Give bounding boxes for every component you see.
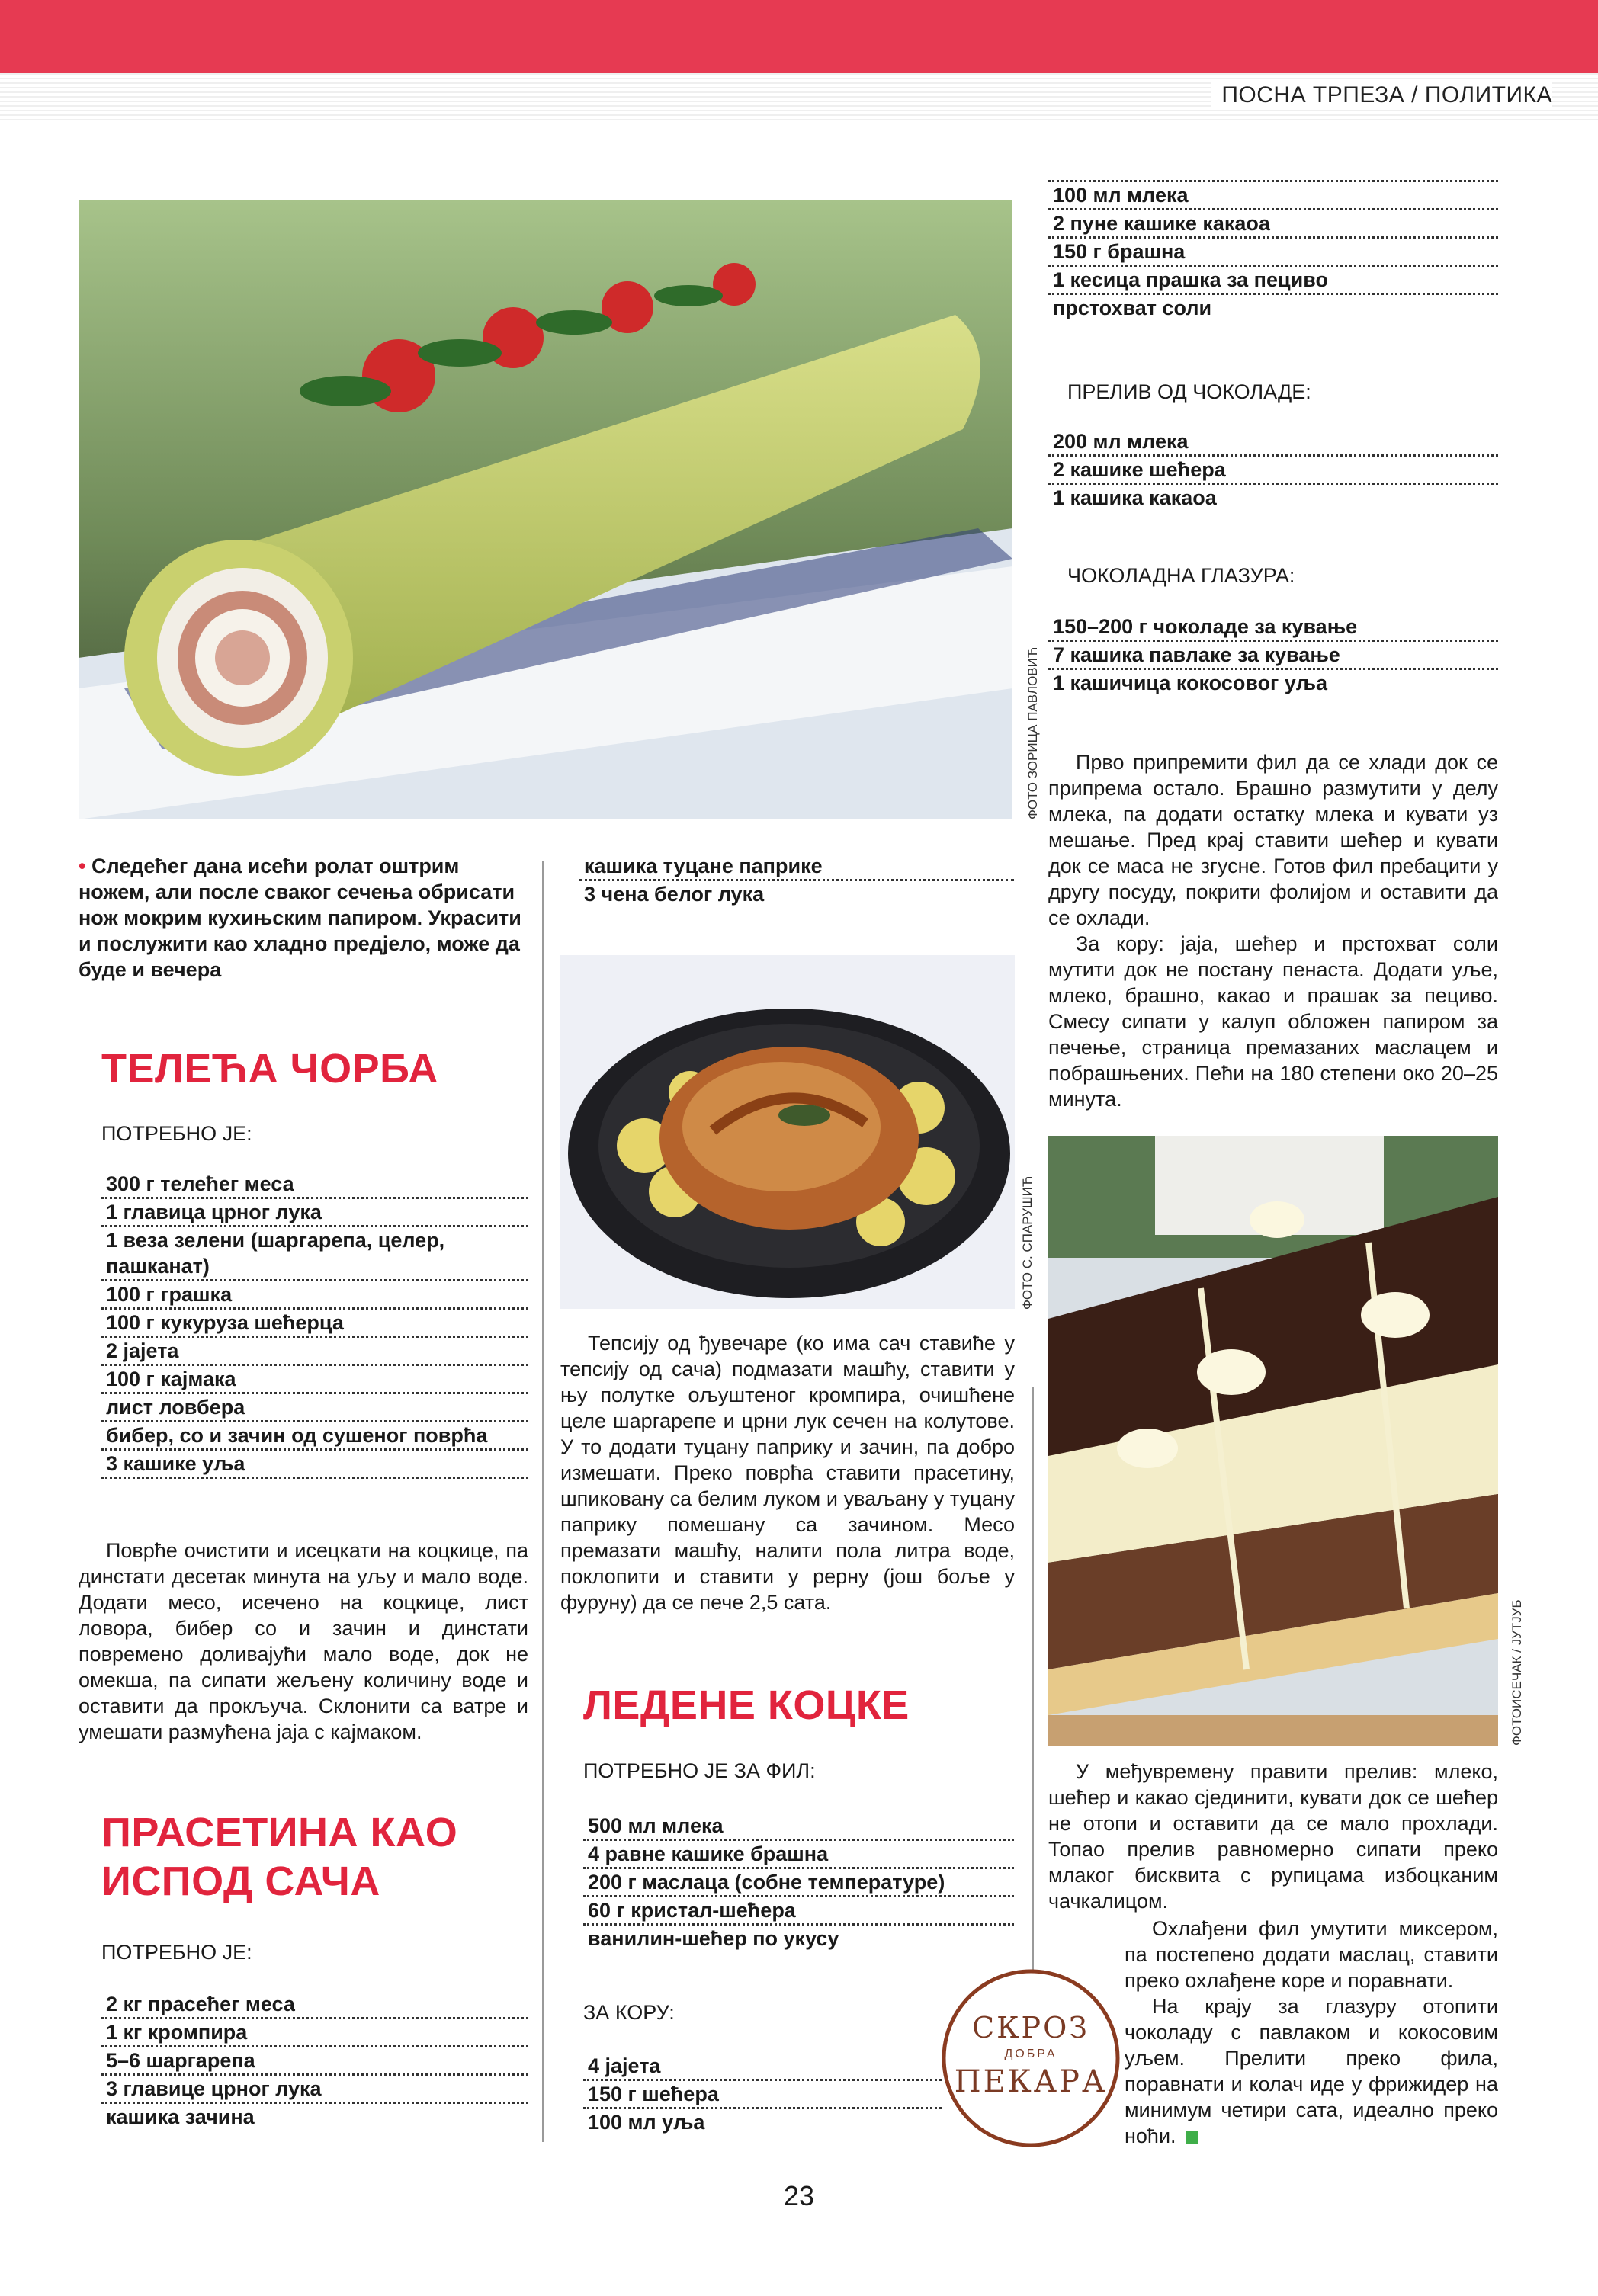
ingredient-item: кашика зачина xyxy=(106,2105,255,2128)
ingredient-item: 7 кашика павлаке за кување xyxy=(1048,642,1498,670)
photo-ice-cubes-cake xyxy=(1048,1136,1498,1746)
ingredient-item: 2 јајета xyxy=(101,1338,528,1366)
ingredient-item: 1 кесица прашка за пециво xyxy=(1048,267,1498,295)
pork-title-line2: ИСПОД САЧА xyxy=(101,1858,380,1904)
ingredient-item: 1 главица црног лука xyxy=(101,1199,528,1227)
column-rule-1 xyxy=(542,861,544,2142)
cubes-method-p2: За кору: јаја, шећер и прстохват соли мутити док не постану пенаста. Додати уље, млеко, брашно, какао и прашак за пециво. Смесу сипати у калуп обложен папиром за печење, страница премазаних маслацем и побрашњених. Пећи на 180 степени око 20–25 минута. xyxy=(1048,932,1498,1111)
cubes-method-top xyxy=(1048,749,1498,1112)
bullet-icon: • xyxy=(79,855,86,877)
cubes-method-bottom xyxy=(1048,1759,1498,1914)
ingredient-item: 3 главице црног лука xyxy=(101,2076,528,2104)
ingredient-item: 100 г кукуруза шећерца xyxy=(101,1310,528,1338)
ingredient-item: 200 мл млека xyxy=(1048,428,1498,457)
ingredient-item: 100 г кајмака xyxy=(101,1366,528,1394)
page-number: 23 xyxy=(783,2180,815,2211)
photo-zucchini-roll xyxy=(79,200,1012,819)
logo-line2: ДОБРА xyxy=(1004,2047,1057,2060)
ingredient-item: 200 г маслаца (собне температуре) xyxy=(583,1869,1014,1897)
pork-method-text: Тепсију од ђувечаре (ко има сач ставиће у тепсију од сача) подмазати машћу, ставити у њу полутке ољуштеног кромпира, очишћене целе шаргарепе и црни лук сечен на колутове. У то додати туцану паприку и зачин, па добро измешати. Преко поврћа ставити прасетину, шпиковану са белим луком и уваљану у туцану паприку помешану са зачином. Месо премазати машћу, налити пола литра воде, поклопити и ставити у рерну (још боље у фуруну) да се пече 2,5 сата. xyxy=(560,1332,1015,1614)
divider xyxy=(1048,180,1498,182)
veal-soup-title: ТЕЛЕЋА ЧОРБА xyxy=(101,1046,438,1092)
cubes-method-p4: Охлађени фил умутити миксером, па постепено додати маслац, ставити преко охлађене коре и поравнати. xyxy=(1125,1917,1498,1992)
photo-credit-roll: ФОТО ЗОРИЦА ПАВЛОВИЋ xyxy=(1025,646,1040,819)
ingredient-item: 2 кашике шећера xyxy=(1048,457,1498,485)
ice-cubes-title: ЛЕДЕНЕ КОЦКЕ xyxy=(583,1682,910,1728)
ingredient-item: лист ловбера xyxy=(101,1394,528,1422)
icing-ingredients xyxy=(1048,614,1498,696)
bakery-logo xyxy=(939,1967,1122,2150)
ingredient-item: бибер, со и зачин од сушеног поврћа xyxy=(101,1422,528,1451)
ingredient-item: ванилин-шећер по укусу xyxy=(588,1927,839,1950)
logo-line1: СКРОЗ xyxy=(972,2011,1089,2044)
ingredient-item: 4 јајета xyxy=(583,2053,942,2081)
veal-method-text: Поврће очистити и исецкати на коцкице, па динстати десетак минута на уљу и мало воде. Додати месо, исечено на коцкице, лист ловора, бибер со и зачин и динстати повремено доливајући мало воде, док не омекша, па сипати жељену количину воде и оставити да прокључа. Склонити са ватре и умешати размућена јаја с кајмаком. xyxy=(79,1539,528,1743)
ingredient-item: 100 мл млека xyxy=(1048,182,1498,210)
ingredient-item: 150 г шећера xyxy=(583,2081,942,2109)
ingredient-item: 3 чена белог лука xyxy=(584,883,765,906)
pork-ingredients xyxy=(101,1991,528,2130)
ingredient-item: кашика туцане паприке xyxy=(579,853,1014,881)
ingredient-item: 300 г телећег меса xyxy=(101,1171,528,1199)
running-header: ПОСНА ТРПЕЗА / ПОЛИТИКА xyxy=(1211,82,1552,108)
ingredient-item: 1 кашика какаоа xyxy=(1053,486,1217,509)
ingredient-item: 4 равне кашике брашна xyxy=(583,1841,1014,1869)
top-color-band xyxy=(0,0,1598,73)
ingredient-item: 60 г кристал-шећера xyxy=(583,1897,1014,1926)
cubes-method-p5: На крају за глазуру отопити чоколаду с павлаком и кокосовим уљем. Прелити преко фила, поравнати и колач иде у фрижидер на минимум четири сата, идеално преко ноћи. xyxy=(1125,1995,1498,2147)
cubes-method-p3: У међувремену правити прелив: млеко, шећер и какао сјединити, кувати док се шећер не отопи и оставити да се мало прохлади. Топао прелив равномерно сипати преко млаког бисквита с рупицама избоцканим чачкалицом. xyxy=(1048,1760,1498,1913)
ingredient-item: 1 кг кромпира xyxy=(101,2019,528,2047)
photo-roast-pork xyxy=(560,955,1015,1309)
fil-label: ПОТРЕБНО ЈЕ ЗА ФИЛ: xyxy=(583,1759,816,1782)
crust-ingredients-cont xyxy=(1048,182,1498,321)
veal-method xyxy=(79,1538,528,1745)
ingredient-item: 150–200 г чоколаде за кување xyxy=(1048,614,1498,642)
cubes-method-p5-wrap xyxy=(1125,1993,1498,2149)
roll-caption xyxy=(79,853,528,983)
pork-title-line1: ПРАСЕТИНА КАО xyxy=(101,1810,458,1855)
cubes-method-p1: Прво припремити фил да се хлади док се припрема остало. Брашно размутити у делу млека, па додати остатку млека и кувати уз мешање. Пред крај ставити шећер и кувати док се маса не згусне. Готов фил пребацити у другу посуду, покрити фолијом и оставити да се охлади. xyxy=(1048,751,1498,929)
glaze-label: ПРЕЛИВ ОД ЧОКОЛАДЕ: xyxy=(1067,380,1311,403)
ingredient-item: 1 кашичица кокосовог уља xyxy=(1053,672,1327,694)
ingredient-item: 1 веза зелени (шаргарепа, целер, пашканат) xyxy=(101,1227,528,1281)
cubes-method-final xyxy=(1125,1916,1498,2149)
ingredient-item: прстохват соли xyxy=(1053,297,1212,319)
ingredient-item: 100 г грашка xyxy=(101,1281,528,1310)
pork-needed-label: ПОТРЕБНО ЈЕ: xyxy=(101,1941,252,1964)
roll-caption-text: Следећег дана исећи ролат оштрим ножем, али после сваког сечења обрисати нож мокрим кухињским папиром. Украсити и послужити као хладно предјело, може да буде и вечера xyxy=(79,855,521,981)
ingredient-item: 5–6 шаргарепа xyxy=(101,2047,528,2076)
fil-ingredients xyxy=(583,1813,1014,1951)
end-mark-icon xyxy=(1186,2131,1198,2144)
logo-line3: ПЕКАРА xyxy=(954,2064,1108,2099)
pork-method xyxy=(560,1330,1015,1615)
ingredient-item: 500 мл млека xyxy=(583,1813,1014,1841)
pork-title xyxy=(101,1808,457,1906)
ingredient-item: 100 мл уља xyxy=(588,2111,705,2134)
crust-ingredients xyxy=(583,2053,942,2135)
glaze-ingredients xyxy=(1048,428,1498,511)
photo-credit-cake: ФОТОИСЕЧАК / ЈУТЈУБ xyxy=(1510,1599,1524,1746)
icing-label: ЧОКОЛАДНА ГЛАЗУРА: xyxy=(1067,564,1295,587)
ingredient-item: 3 кашике уља xyxy=(101,1451,528,1479)
crust-label: ЗА КОРУ: xyxy=(583,2001,675,2024)
pork-ingredients-cont xyxy=(579,853,1014,907)
photo-credit-pork: ФОТО С. СПАРУШИЋ xyxy=(1020,1175,1035,1310)
veal-ingredients xyxy=(101,1171,528,1479)
veal-needed-label: ПОТРЕБНО ЈЕ: xyxy=(101,1122,252,1145)
ingredient-item: 2 пуне кашике какаоа xyxy=(1048,210,1498,239)
ingredient-item: 2 кг прасећег меса xyxy=(101,1991,528,2019)
ingredient-item: 150 г брашна xyxy=(1048,239,1498,267)
